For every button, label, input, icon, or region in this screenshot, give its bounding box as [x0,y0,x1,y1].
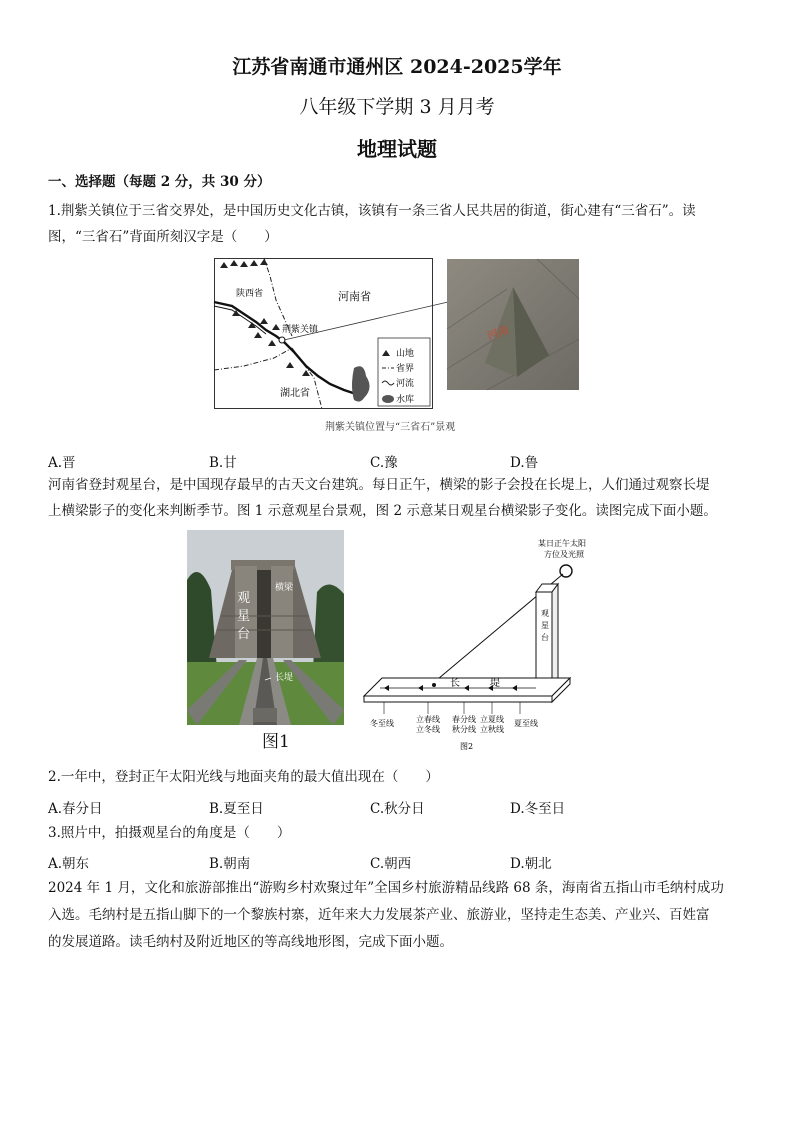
fig1-dike-label: 长堤 [275,673,294,683]
fig2-mark-summer-solstice: 夏至线 [514,719,538,728]
q3-option-b[interactable]: B.朝南 [209,856,251,872]
map-photo-connector [282,300,452,344]
fig1-beam-label: 横梁 [275,583,294,593]
q2-option-b[interactable]: B.夏至日 [209,801,264,817]
q3-option-a[interactable]: A.朝东 [48,856,90,872]
intro4-line3: 的发展道路。读毛纳村及附近地区的等高线地形图，完成下面小题。 [48,934,453,950]
fig2-mark-equinox-b: 秋分线 [452,725,476,734]
q1-text-line2: 图，“三省石”背面所刻汉字是（ ） [48,229,278,245]
q2-option-a[interactable]: A.春分日 [48,801,103,817]
fig2-sun-label-2: 方位及光照 [544,550,584,559]
fig2-mark-spring-a: 立春线 [416,715,440,724]
q1-text-line1: 1.荆紫关镇位于三省交界处，是中国历史文化古镇，该镇有一条三省人民共居的街道，街心建有“三省石”。读 [48,203,696,219]
q1-option-b[interactable]: B.甘 [209,455,237,471]
fig2-dike-char-1: 长 [450,678,460,689]
fig2-sun-label-1: 某日正午太阳 [538,539,586,548]
fig1-tower-char-1: 观 [237,591,251,606]
legend-reservoir: 水库 [396,395,415,405]
fig2-mark-summer-a: 立夏线 [480,715,504,724]
q1-option-c[interactable]: C.豫 [370,455,398,471]
shadow-diagram [360,536,586,752]
fig2-tower-char-3: 台 [541,633,549,642]
q2-option-d[interactable]: D.冬至日 [510,801,566,817]
q2-option-c[interactable]: C.秋分日 [370,801,425,817]
map-label-hubei: 湖北省 [280,388,310,399]
fig2-dike-char-2: 堤 [490,678,500,689]
q3-option-c[interactable]: C.朝西 [370,856,412,872]
fig1-caption: 图1 [262,732,290,752]
q1-option-a[interactable]: A.晋 [48,455,76,471]
legend-mountain: 山地 [396,349,415,359]
section-heading: 一、选择题（每题 2 分，共 30 分） [48,174,271,190]
intro4-line2: 入选。毛纳村是五指山脚下的一个黎族村寨，近年来大力发展茶产业、旅游业，坚持走生态美、产业兴、百姓富 [48,907,710,923]
fig2-mark-equinox-a: 春分线 [452,715,476,724]
legend-border: 省界 [396,364,415,374]
legend-river: 河流 [396,379,415,389]
doc-title-line3: 地理试题 [357,137,437,161]
q1-option-d[interactable]: D.鲁 [510,455,539,471]
observatory-photo [187,530,344,725]
intro2-line2: 上横梁影子的变化来判断季节。图 1 示意观星台景观，图 2 示意某日观星台横梁影子变化。读图完成下面小题。 [48,503,717,519]
q2-text: 2.一年中，登封正午太阳光线与地面夹角的最大值出现在（ ） [48,769,439,785]
q3-text: 3.照片中，拍摄观星台的角度是（ ） [48,825,291,841]
map-label-henan: 河南省 [338,290,371,303]
map-label-town: 荆紫关镇 [282,325,319,335]
q3-option-d[interactable]: D.朝北 [510,856,552,872]
q1-figure-caption: 荆紫关镇位置与“三省石”景观 [325,422,456,433]
fig1-tower-char-3: 台 [237,627,251,642]
fig2-tower-char-2: 星 [541,621,549,630]
intro4-line1: 2024 年 1 月，文化和旅游部推出“游购乡村欢聚过年”全国乡村旅游精品线路 68 条，海南省五指山市毛纳村成功 [48,880,724,896]
doc-title-line1: 江苏省南通市通州区 2024-2025学年 [232,56,562,78]
fig2-mark-summer-b: 立秋线 [480,725,504,734]
intro2-line1: 河南省登封观星台，是中国现存最早的古天文台建筑。每日正午，横梁的影子会投在长堤上，人们通过观察长堤 [48,477,710,493]
map-label-shaanxi: 陕西省 [236,289,264,299]
stone-carved-text: 河南 [485,323,511,343]
doc-title-line2: 八年级下学期 3 月月考 [299,96,495,118]
three-province-stone-photo [447,259,579,390]
fig1-tower-char-2: 星 [237,609,251,624]
fig2-tower-char-1: 观 [541,609,549,618]
fig2-mark-spring-b: 立冬线 [416,725,440,734]
fig2-caption: 图2 [460,742,474,751]
fig2-mark-winter: 冬至线 [370,719,394,728]
